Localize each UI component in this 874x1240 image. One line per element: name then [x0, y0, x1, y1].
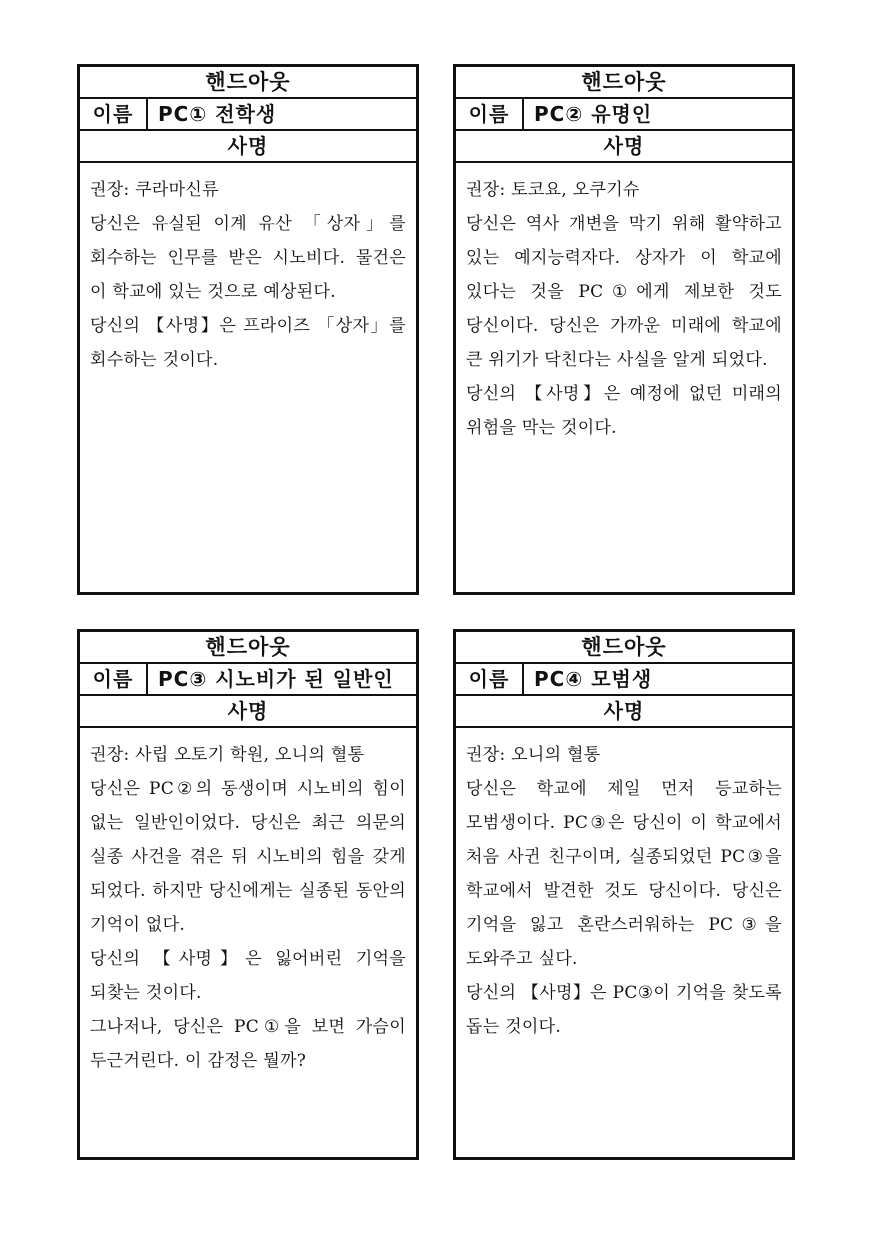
name-label: 이름 — [456, 99, 524, 129]
handout-body — [80, 163, 416, 377]
name-label: 이름 — [80, 99, 148, 129]
description-paragraph: 당신은 유실된 이계 유산 「상자」를 회수하는 인무를 받은 시노비다. 물건은 이 학교에 있는 것으로 예상된다. — [90, 214, 406, 302]
handout-header: 핸드아웃 — [456, 67, 792, 99]
description-paragraph: 당신은 PC②의 동생이며 시노비의 힘이 없는 일반인이었다. 당신은 최근 의문의 실종 사건을 겪은 뒤 시노비의 힘을 갖게 되었다. 하지만 당신에게는 실종된 동안의 기억이 없다. — [90, 779, 406, 935]
name-row — [456, 664, 792, 696]
mission-label: 사명 — [456, 131, 792, 163]
handout-header: 핸드아웃 — [80, 67, 416, 99]
mission-paragraph: 당신의 【사명】은 프라이즈 「상자」를 회수하는 것이다. — [90, 316, 406, 370]
handout-header: 핸드아웃 — [80, 632, 416, 664]
mission-paragraph: 당신의 【사명】은 예정에 없던 미래의 위험을 막는 것이다. — [466, 384, 782, 438]
handout-card-pc4 — [453, 629, 795, 1160]
mission-label: 사명 — [456, 696, 792, 728]
handout-card-pc2 — [453, 64, 795, 595]
extra-paragraph: 그나저나, 당신은 PC①을 보면 가슴이 두근거린다. 이 감정은 뭘까? — [90, 1017, 406, 1071]
recommended-line: 권장: 토코요, 오쿠기슈 — [466, 180, 640, 200]
handout-body — [456, 163, 792, 445]
handout-card-pc3 — [77, 629, 419, 1160]
recommended-line: 권장: 쿠라마신류 — [90, 180, 219, 200]
mission-label: 사명 — [80, 131, 416, 163]
name-row — [80, 99, 416, 131]
name-label: 이름 — [456, 664, 524, 694]
mission-paragraph: 당신의 【사명】은 잃어버린 기억을 되찾는 것이다. — [90, 949, 406, 1003]
handout-header: 핸드아웃 — [456, 632, 792, 664]
name-value: PC④ 모범생 — [534, 667, 653, 691]
handout-body — [80, 728, 416, 1078]
description-paragraph: 당신은 역사 개변을 막기 위해 활약하고 있는 예지능력자다. 상자가 이 학교에 있다는 것을 PC①에게 제보한 것도 당신이다. 당신은 가까운 미래에 학교에 큰 위기가 닥친다는 사실을 알게 되었다. — [466, 214, 782, 370]
handout-body — [456, 728, 792, 1044]
recommended-line: 권장: 사립 오토기 학원, 오니의 혈통 — [90, 745, 365, 765]
mission-paragraph: 당신의 【사명】은 PC③이 기억을 찾도록 돕는 것이다. — [466, 983, 782, 1037]
name-label: 이름 — [80, 664, 148, 694]
recommended-line: 권장: 오니의 혈통 — [466, 745, 601, 765]
handout-card-pc1 — [77, 64, 419, 595]
name-value: PC② 유명인 — [534, 102, 653, 126]
name-row — [456, 99, 792, 131]
description-paragraph: 당신은 학교에 제일 먼저 등교하는 모범생이다. PC③은 당신이 이 학교에서 처음 사귄 친구이며, 실종되었던 PC③을 학교에서 발견한 것도 당신이다. 당신은 기억을 잃고 혼란스러워하는 PC③을 도와주고 싶다. — [466, 779, 782, 969]
name-value: PC① 전학생 — [158, 102, 277, 126]
mission-label: 사명 — [80, 696, 416, 728]
name-row — [80, 664, 416, 696]
name-value: PC③ 시노비가 된 일반인 — [158, 667, 394, 691]
